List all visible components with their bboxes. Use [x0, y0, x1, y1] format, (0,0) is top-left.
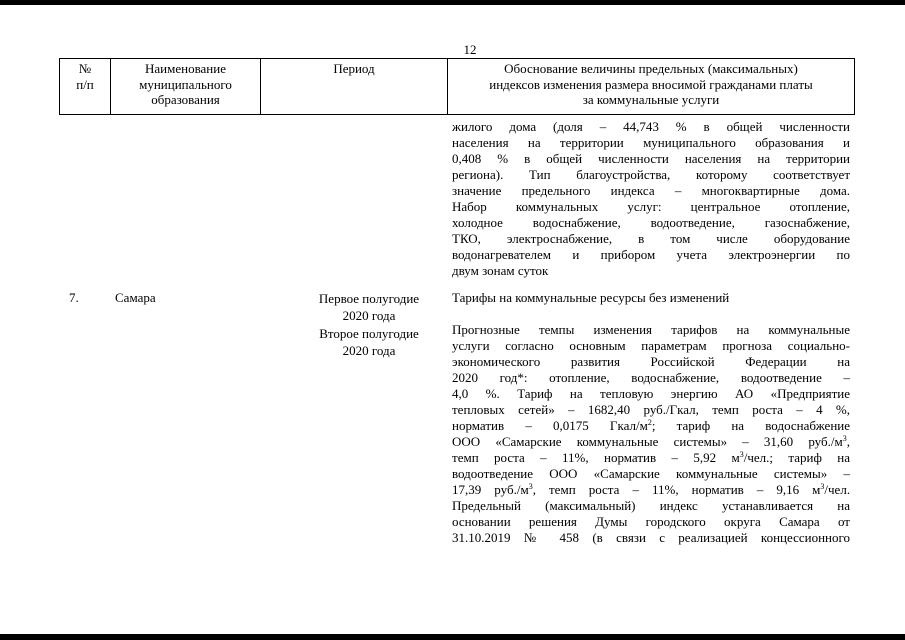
header-text-line: Наименование: [145, 61, 226, 76]
header-number-column: [60, 59, 110, 114]
period-line: Второе полугодие: [319, 326, 419, 341]
text-line: водоотведение ООО «Самарские коммунальные системы» –: [452, 466, 850, 481]
text-line: двум зонам суток: [452, 263, 549, 278]
header-text-line: за коммунальные услуги: [582, 92, 720, 107]
text-line: 31.10.2019 № 458 (в связи с реализацией концессионного: [452, 530, 850, 545]
header-text-line: №: [78, 61, 92, 76]
text-line: жилого дома (доля – 44,743 % в общей численности: [452, 119, 850, 134]
header-text-line: п/п: [76, 76, 94, 92]
text-line: значение предельного индекса – многоквартирные дома.: [452, 183, 850, 198]
header-municipality-column: [110, 59, 260, 114]
header-text-line: муниципального: [139, 76, 232, 92]
text-line: ООО «Самарские коммунальные системы» – 31,60 $руб./м^3$,: [452, 434, 850, 449]
text-line: населения на территории муниципального образования и: [452, 135, 850, 150]
header-text-line: индексов изменения размера вносимой гражданами платы: [489, 76, 813, 92]
text-line: темп роста – 11%, норматив – 5,92 $м^3$/чел.; тариф на: [452, 450, 851, 465]
text-line: 4,0 %. Тариф на тепловую энергию АО «Предприятие: [452, 386, 850, 401]
text-line: Предельный (максимальный) индекс устанавливается на: [452, 498, 850, 513]
text-line: 0,408 % в общей численности населения на территории: [452, 151, 850, 166]
scan-top-edge: [0, 0, 905, 5]
period-first-half: [305, 290, 433, 324]
text-line: услуги согласно основным параметрам прогноза социально-: [452, 338, 850, 353]
page-number: 12: [463, 42, 477, 57]
text-line: 17,39 $руб./м^3$, темп роста – 11%, норматив – 9,16 $м^3$/чел.: [452, 482, 851, 497]
text-line: ТКО, электроснабжение, в том числе оборудование: [452, 231, 850, 246]
header-justification-column: [447, 59, 854, 114]
period-line: 2020 года: [342, 343, 396, 358]
municipality-name: Самара: [115, 290, 156, 305]
header-text-line: Период: [333, 61, 375, 76]
second-half-justification: [452, 322, 850, 546]
text-line: экономического развития Российской Федерации на: [452, 354, 850, 369]
period-second-half: [305, 325, 433, 359]
text-line: Набор коммунальных услуг: центральное отопление,: [452, 199, 850, 214]
table-header: [59, 58, 855, 115]
header-text-line: Обоснование величины предельных (максимальных): [504, 61, 798, 76]
text-line: норматив – 0,0175 Гкал/$м^2$; тариф на водоснабжение: [452, 418, 851, 433]
text-line: 2020 год*: отопление, водоснабжение, водоотведение –: [452, 370, 850, 385]
first-half-justification: [452, 290, 850, 306]
continued-justification-text: [452, 119, 850, 279]
row-number: 7.: [69, 290, 79, 305]
scan-bottom-edge: [0, 634, 905, 640]
text-line: тепловых сетей» – 1682,40 руб./Гкал, темп роста – 4 %,: [452, 402, 850, 417]
period-line: 2020 года: [342, 308, 396, 323]
text-line: Тарифы на коммунальные ресурсы без изменений: [452, 290, 730, 305]
header-period-column: [260, 59, 447, 114]
text-line: Прогнозные темпы изменения тарифов на коммунальные: [452, 322, 850, 337]
text-line: холодное водоснабжение, водоотведение, газоснабжение,: [452, 215, 850, 230]
period-line: Первое полугодие: [318, 291, 420, 306]
text-line: основании решения Думы городского округа Самара от: [452, 514, 850, 529]
text-line: водонагревателем и прибором учета электроэнергии по: [452, 247, 850, 262]
header-text-line: образования: [151, 92, 220, 107]
text-line: региона). Тип благоустройства, которому соответствует: [452, 167, 850, 182]
